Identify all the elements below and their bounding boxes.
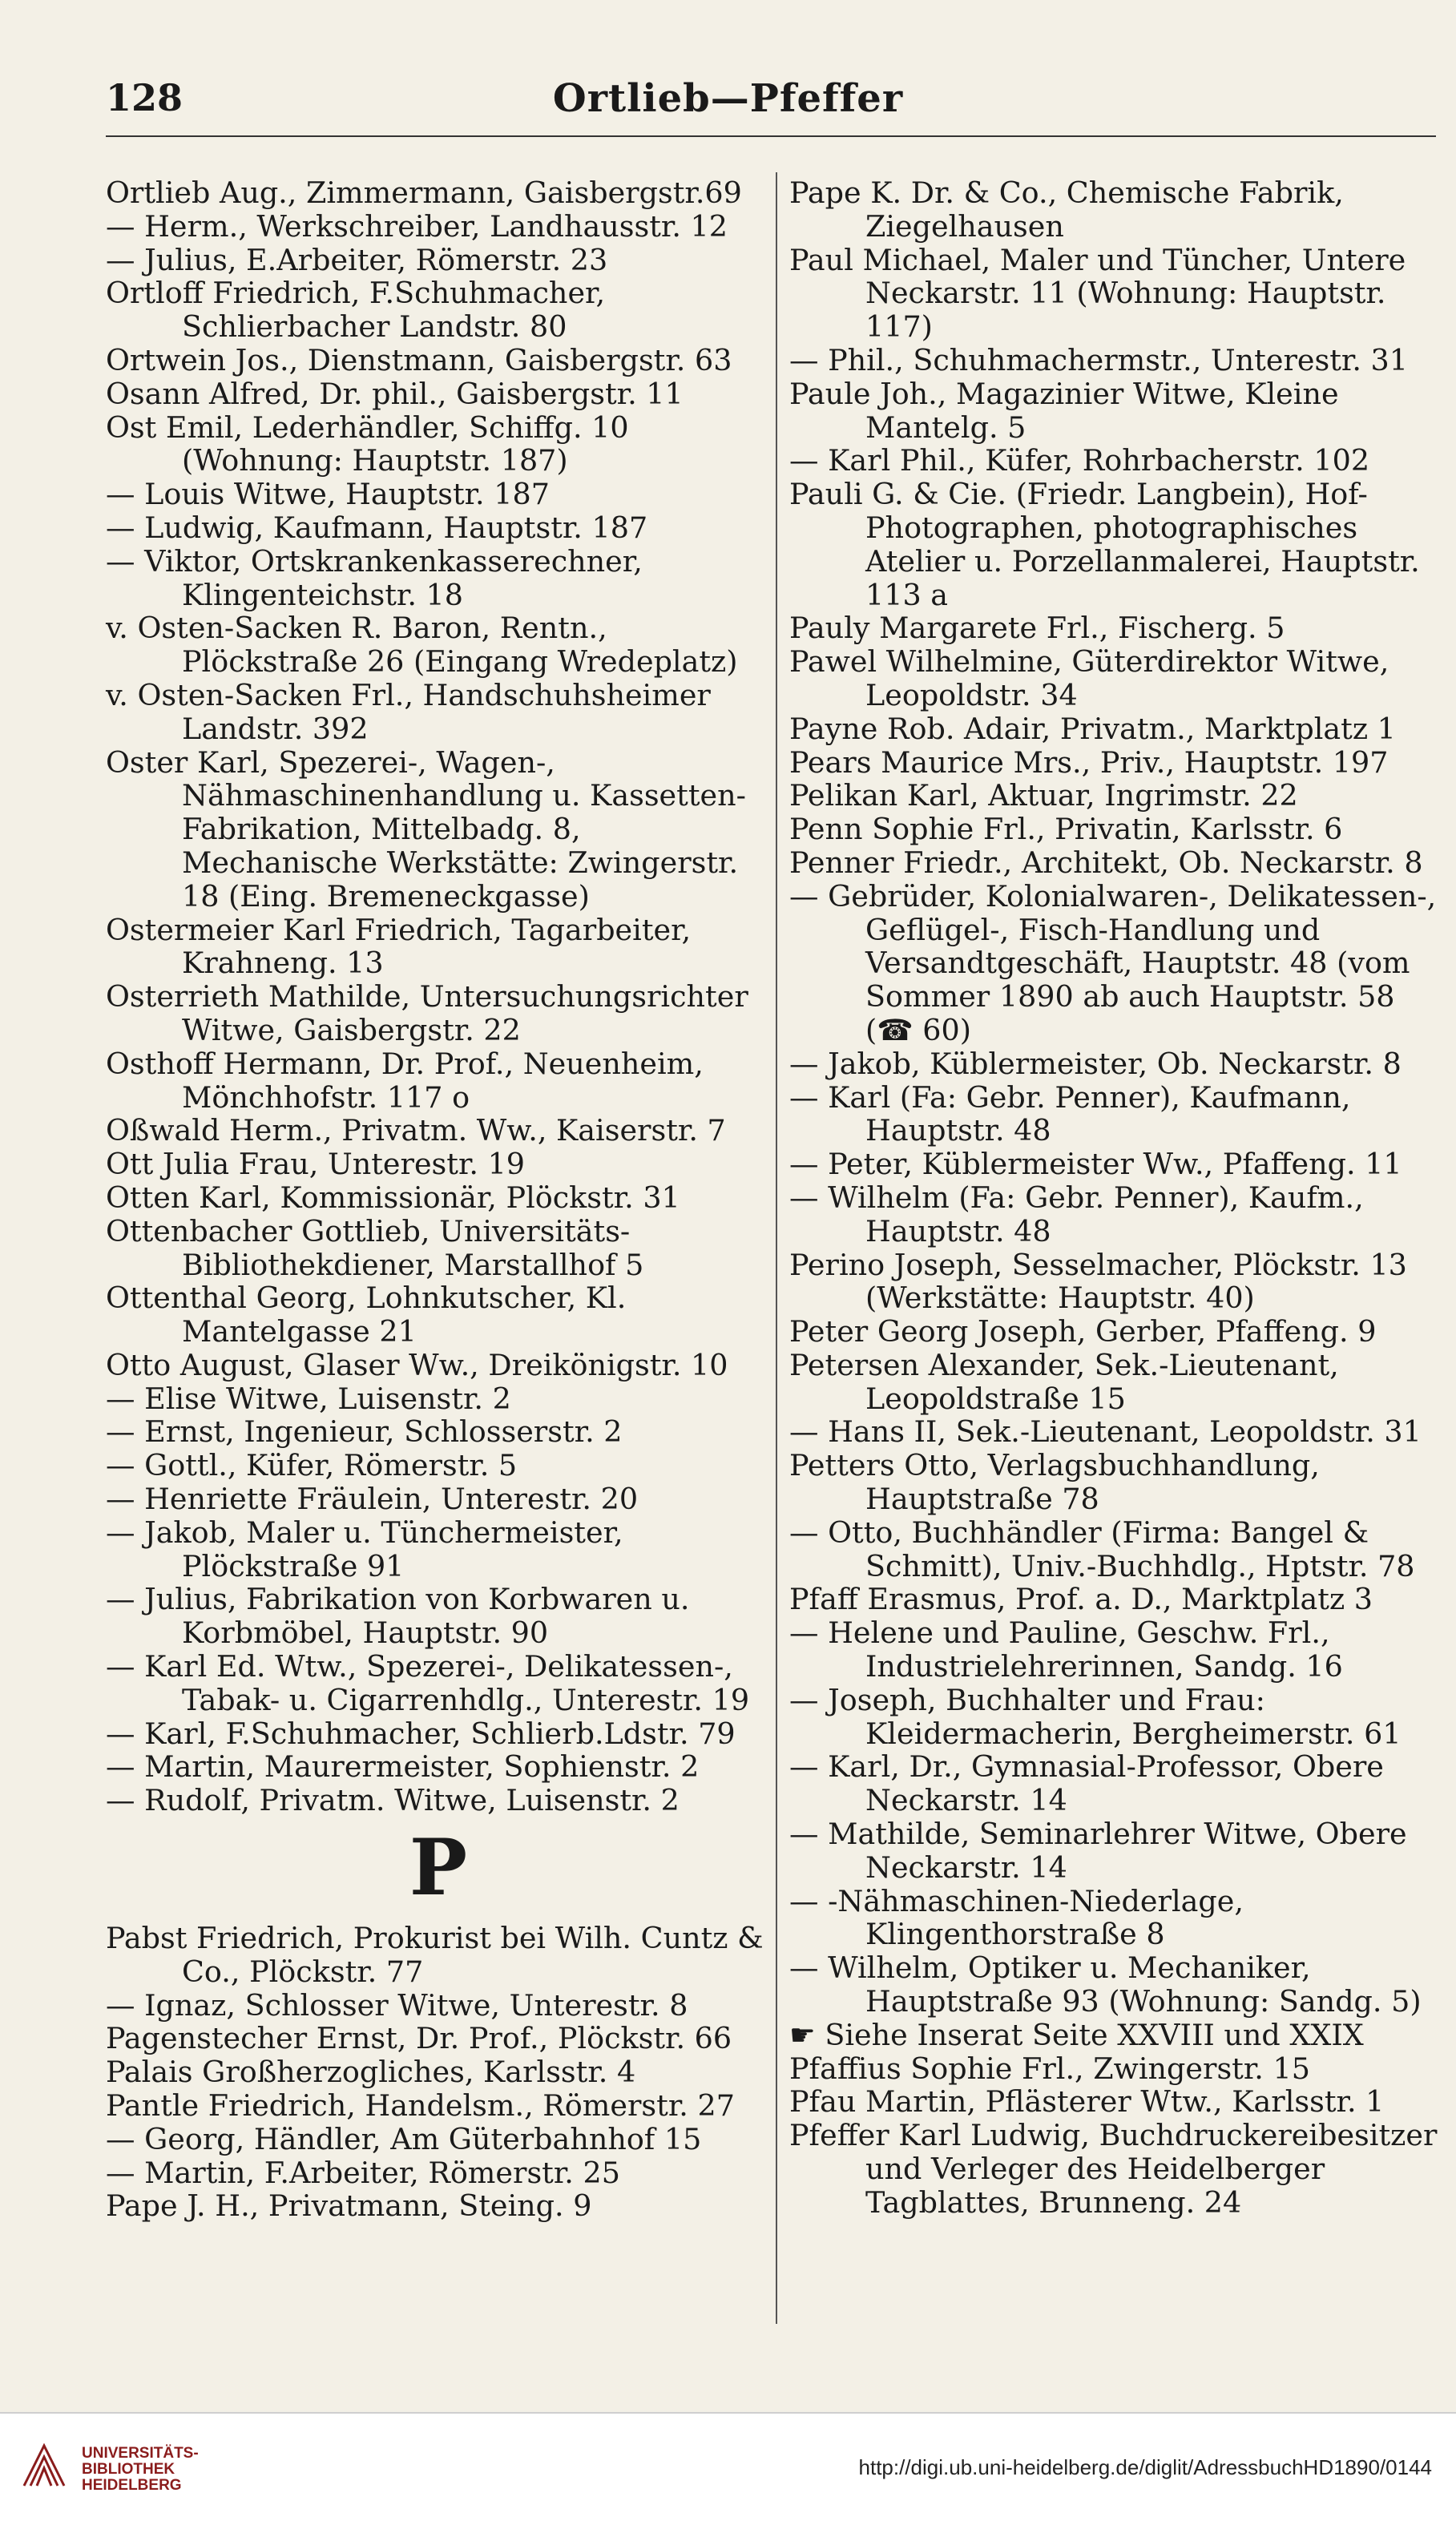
directory-entry: Palais Großherzogliches, Karlsstr. 4	[106, 2055, 636, 2090]
logo-line: BIBLIOTHEK	[82, 2461, 175, 2478]
directory-entry: Osann Alfred, Dr. phil., Gaisbergstr. 11	[106, 376, 684, 411]
directory-entry: — Ludwig, Kaufmann, Hauptstr. 187	[106, 510, 648, 545]
directory-entry: — Gebrüder, Kolonialwaren-, Delikatessen-, Geflügel-, Fisch-Handlung und Versandtgeschäft, Hauptstr. 48 (vom Sommer 1890 ab auch Hauptstr. 58 (☎ 60)	[789, 878, 1437, 1047]
directory-entry: Ottenthal Georg, Lohnkutscher, Kl. Mantelgasse 21	[106, 1281, 627, 1349]
directory-entry: Pape K. Dr. & Co., Chemische Fabrik, Ziegelhausen	[789, 175, 1344, 244]
directory-entry: Peter Georg Joseph, Gerber, Pfaffeng. 9	[789, 1314, 1377, 1349]
directory-entry: — Elise Witwe, Luisenstr. 2	[106, 1381, 511, 1416]
left-entries-after	[106, 1922, 771, 2223]
directory-entry: — Ernst, Ingenieur, Schlosserstr. 2	[106, 1414, 623, 1450]
directory-entry: Ost Emil, Lederhändler, Schiffg. 10 (Wohnung: Hauptstr. 187)	[106, 409, 629, 478]
directory-entry: Otto August, Glaser Ww., Dreikönigstr. 10	[106, 1347, 728, 1382]
directory-entry: Pelikan Karl, Aktuar, Ingrimstr. 22	[789, 778, 1298, 813]
page-number: 128	[106, 76, 184, 119]
directory-entry: Ortlieb Aug., Zimmermann, Gaisbergstr.69	[106, 175, 742, 210]
directory-entry: — Louis Witwe, Hauptstr. 187	[106, 477, 550, 512]
directory-entry: Pantle Friedrich, Handelsm., Römerstr. 27	[106, 2088, 735, 2124]
directory-entry: Ortwein Jos., Dienstmann, Gaisbergstr. 63	[106, 342, 732, 377]
directory-entry: — Karl, F.Schuhmacher, Schlierb.Ldstr. 79	[106, 1716, 736, 1751]
directory-entry: Penner Friedr., Architekt, Ob. Neckarstr. 8	[789, 845, 1423, 880]
directory-entry: — Otto, Buchhändler (Firma: Bangel & Schmitt), Univ.-Buchhdlg., Hptstr. 78	[789, 1515, 1415, 1583]
directory-entry: — Jakob, Maler u. Tünchermeister, Plöckstraße 91	[106, 1515, 623, 1583]
directory-entry: Pape J. H., Privatmann, Steing. 9	[106, 2188, 592, 2224]
running-head: Ortlieb—Pfeffer	[552, 76, 904, 121]
directory-entry: — Viktor, Ortskrankenkasserechner, Klingenteichstr. 18	[106, 543, 643, 612]
library-logo[interactable]	[16, 2438, 256, 2502]
directory-entry: Osthoff Hermann, Dr. Prof., Neuenheim, Mönchhofstr. 117 o	[106, 1046, 704, 1115]
section-letter: P	[409, 1822, 468, 1914]
directory-entry: Pabst Friedrich, Prokurist bei Wilh. Cuntz & Co., Plöckstr. 77	[106, 1921, 764, 1989]
directory-entry: — Karl Ed. Wtw., Spezerei-, Delikatessen-, Tabak- u. Cigarrenhdlg., Unterestr. 19	[106, 1649, 750, 1717]
directory-entry: Otten Karl, Kommissionär, Plöckstr. 31	[106, 1180, 680, 1215]
directory-entry: Osterrieth Mathilde, Untersuchungsrichter Witwe, Gaisbergstr. 22	[106, 979, 748, 1047]
directory-entry: Oster Karl, Spezerei-, Wagen-, Nähmaschinenhandlung u. Kassetten-Fabrikation, Mittelbadg. 8, Mechanische Werkstätte: Zwingerstr. 18 (Eing. Bremeneckgasse)	[106, 744, 746, 914]
directory-entry: Ortloff Friedrich, F.Schuhmacher, Schlierbacher Landstr. 80	[106, 276, 606, 345]
directory-entry: v. Osten-Sacken R. Baron, Rentn., Plöckstraße 26 (Eingang Wredeplatz)	[106, 611, 738, 680]
directory-entry: Petersen Alexander, Sek.-Lieutenant, Leopoldstraße 15	[789, 1347, 1339, 1416]
directory-entry: — Julius, E.Arbeiter, Römerstr. 23	[106, 242, 608, 277]
directory-entry: Paule Joh., Magazinier Witwe, Kleine Mantelg. 5	[789, 376, 1339, 445]
directory-entry: Pfeffer Karl Ludwig, Buchdruckereibesitzer und Verleger des Heidelberger Tagblattes, Brunneng. 24	[789, 2118, 1438, 2220]
directory-entry: Ottenbacher Gottlieb, Universitäts-Bibliothekdiener, Marstallhof 5	[106, 1213, 644, 1282]
source-url-link[interactable]: http://digi.ub.uni-heidelberg.de/diglit/AdressbuchHD1890/0144	[858, 2455, 1432, 2479]
left-column	[106, 176, 771, 2223]
directory-entry: — Jakob, Küblermeister, Ob. Neckarstr. 8	[789, 1046, 1402, 1081]
directory-entry: Pfau Martin, Pflästerer Wtw., Karlsstr. 1	[789, 2084, 1385, 2120]
directory-entry: Oßwald Herm., Privatm. Ww., Kaiserstr. 7	[106, 1113, 726, 1148]
directory-entry: Pfaffius Sophie Frl., Zwingerstr. 15	[789, 2051, 1310, 2086]
directory-entry: — -Nähmaschinen-Niederlage, Klingenthorstraße 8	[789, 1883, 1244, 1952]
directory-entry: — Karl, Dr., Gymnasial-Professor, Obere Neckarstr. 14	[789, 1749, 1384, 1818]
directory-entry: — Karl (Fa: Gebr. Penner), Kaufmann, Hauptstr. 48	[789, 1079, 1351, 1148]
directory-entry: — Georg, Händler, Am Güterbahnhof 15	[106, 2121, 702, 2156]
directory-entry: — Rudolf, Privatm. Witwe, Luisenstr. 2	[106, 1783, 680, 1818]
logo-line: UNIVERSITÄTS-	[82, 2445, 199, 2462]
directory-entry: — Mathilde, Seminarlehrer Witwe, Obere Neckarstr. 14	[789, 1817, 1407, 1885]
directory-entry: — Helene und Pauline, Geschw. Frl., Industrielehrerinnen, Sandg. 16	[789, 1615, 1343, 1684]
directory-entry: Ott Julia Frau, Unterestr. 19	[106, 1147, 526, 1182]
page-header	[0, 76, 1456, 140]
logo-line: HEIDELBERG	[82, 2477, 182, 2494]
directory-entry: Perino Joseph, Sesselmacher, Plöckstr. 13 (Werkstätte: Hauptstr. 40)	[789, 1247, 1407, 1316]
directory-entry: — Ignaz, Schlosser Witwe, Unterestr. 8	[106, 1987, 688, 2023]
directory-entry: — Julius, Fabrikation von Korbwaren u. Korbmöbel, Hauptstr. 90	[106, 1582, 690, 1651]
directory-entry: Ostermeier Karl Friedrich, Tagarbeiter, Krahneng. 13	[106, 912, 692, 981]
directory-entry: — Wilhelm, Optiker u. Mechaniker, Hauptstraße 93 (Wohnung: Sandg. 5)	[789, 1950, 1422, 2019]
directory-entry: — Martin, Maurermeister, Sophienstr. 2	[106, 1749, 700, 1785]
directory-entry: — Karl Phil., Küfer, Rohrbacherstr. 102	[789, 443, 1370, 478]
directory-entry: Pawel Wilhelmine, Güterdirektor Witwe, Leopoldstr. 34	[789, 644, 1389, 712]
directory-entry: Pauly Margarete Frl., Fischerg. 5	[789, 611, 1285, 646]
directory-entry: Pagenstecher Ernst, Dr. Prof., Plöckstr. 66	[106, 2021, 732, 2056]
directory-entry: — Gottl., Küfer, Römerstr. 5	[106, 1448, 518, 1483]
directory-entry: v. Osten-Sacken Frl., Handschuhsheimer Landstr. 392	[106, 677, 711, 746]
directory-entry: Penn Sophie Frl., Privatin, Karlsstr. 6	[789, 812, 1343, 847]
left-entries-before	[106, 176, 771, 1817]
library-logo-text	[82, 2446, 199, 2494]
directory-entry: Paul Michael, Maler und Tüncher, Untere Neckarstr. 11 (Wohnung: Hauptstr. 117)	[789, 242, 1406, 345]
directory-entry: Payne Rob. Adair, Privatm., Marktplatz 1	[789, 711, 1396, 746]
directory-entry: — Henriette Fräulein, Unterestr. 20	[106, 1482, 639, 1517]
directory-entry: — Joseph, Buchhalter und Frau: Kleidermacherin, Bergheimerstr. 61	[789, 1682, 1402, 1751]
directory-entry: — Martin, F.Arbeiter, Römerstr. 25	[106, 2155, 620, 2190]
directory-entry: — Wilhelm (Fa: Gebr. Penner), Kaufm., Hauptstr. 48	[789, 1180, 1364, 1248]
directory-entry: — Peter, Küblermeister Ww., Pfaffeng. 11	[789, 1147, 1402, 1182]
footer	[0, 2414, 1456, 2521]
header-rule	[106, 135, 1436, 137]
directory-entry: Pfaff Erasmus, Prof. a. D., Marktplatz 3	[789, 1582, 1373, 1617]
directory-entry: — Phil., Schuhmachermstr., Unterestr. 31	[789, 342, 1408, 377]
library-logo-icon	[16, 2438, 72, 2494]
directory-entry: — Hans II, Sek.-Lieutenant, Leopoldstr. 31	[789, 1414, 1422, 1450]
directory-entry: ☛ Siehe Inserat Seite XXVIII und XXIX	[789, 2017, 1364, 2052]
directory-entry: — Herm., Werkschreiber, Landhausstr. 12	[106, 208, 728, 244]
right-column	[789, 176, 1438, 2220]
column-divider	[776, 172, 777, 2324]
directory-entry: Pears Maurice Mrs., Priv., Hauptstr. 197	[789, 744, 1389, 780]
directory-entry: Pauli G. & Cie. (Friedr. Langbein), Hof-Photographen, photographisches Atelier u. Porzellanmalerei, Hauptstr. 113 a	[789, 477, 1420, 612]
directory-entry: Petters Otto, Verlagsbuchhandlung, Hauptstraße 78	[789, 1448, 1320, 1517]
